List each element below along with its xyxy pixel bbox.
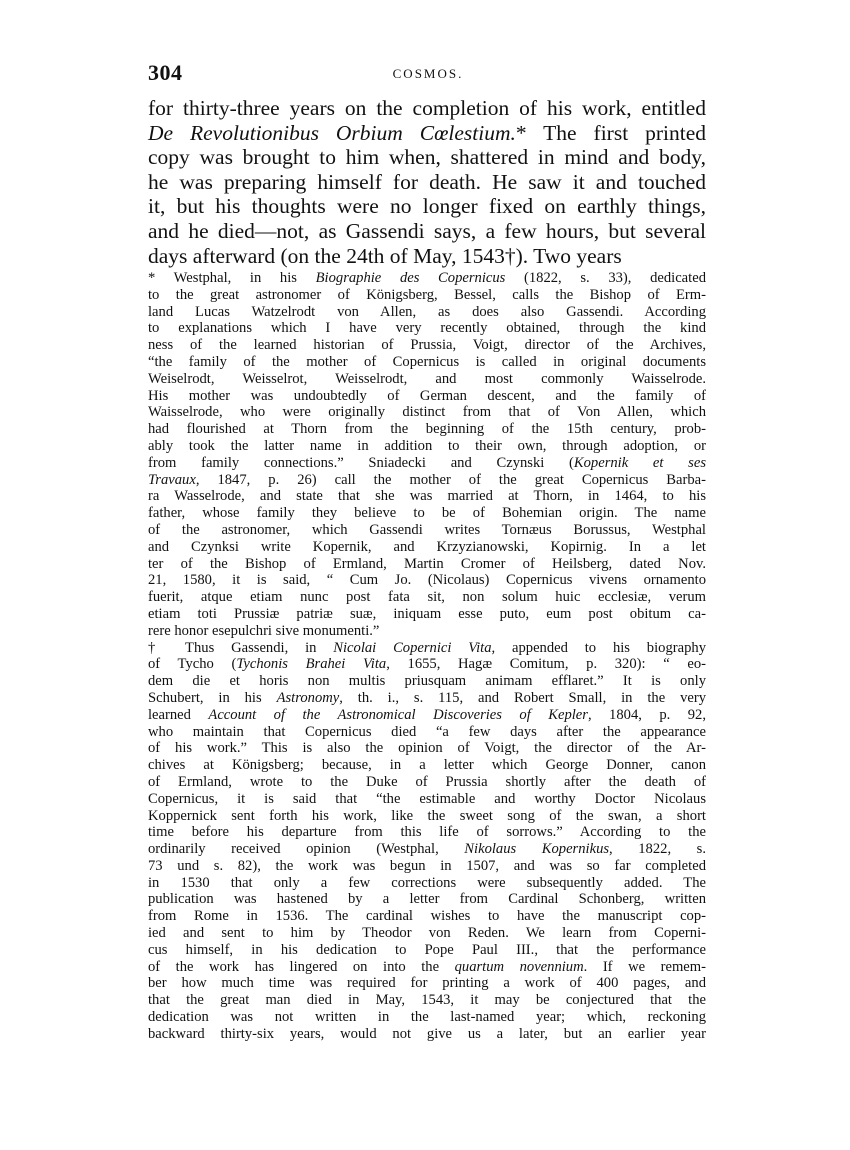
footnote-line: Schubert, in his Astronomy, th. i., s. 115, and Robert Small, in the very xyxy=(148,689,706,706)
footnote-line: Travaux, 1847, p. 26) call the mother of the great Copernicus Barba- xyxy=(148,471,706,488)
main-text xyxy=(148,96,706,268)
footnote-line: father, whose family they believe to be of Bohemian origin. The name xyxy=(148,505,706,522)
footnote-line: † Thus Gassendi, in Nicolai Copernici Vita, appended to his biography xyxy=(148,639,706,656)
main-text-line: De Revolutionibus Orbium Cœlestium.* The first printed xyxy=(148,120,706,145)
footnote-line: ra Wasselrode, and state that she was married at Thorn, in 1464, to his xyxy=(148,488,706,505)
footnote-line: of the astronomer, which Gassendi writes Tornæus Borussus, Westphal xyxy=(148,521,706,538)
page-number: 304 xyxy=(148,60,183,85)
footnote-line: had flourished at Thorn from the beginning of the 15th century, prob- xyxy=(148,421,706,438)
footnote-line: of Tycho (Tychonis Brahei Vita, 1655, Hagæ Comitum, p. 320): “ eo- xyxy=(148,656,706,673)
footnote-line: to the great astronomer of Königsberg, Bessel, calls the Bishop of Erm- xyxy=(148,286,706,303)
main-text-line: and he died—not, as Gassendi says, a few hours, but several xyxy=(148,218,706,243)
footnote-line: that the great man died in May, 1543, it may be conjectured that the xyxy=(148,992,706,1009)
running-head: COSMOS. xyxy=(392,66,464,81)
footnote-line: “the family of the mother of Copernicus is called in original documents xyxy=(148,353,706,370)
main-text-line: it, but his thoughts were no longer fixed on earthly things, xyxy=(148,194,706,219)
footnote-line: of Ermland, wrote to the Duke of Prussia shortly after the death of xyxy=(148,773,706,790)
main-text-line: he was preparing himself for death. He saw it and touched xyxy=(148,169,706,194)
footnote-line: from family connections.” Sniadecki and Czynski (Kopernik et ses xyxy=(148,454,706,471)
footnote-line: in 1530 that only a few corrections were subsequently added. The xyxy=(148,874,706,891)
footnote-line: from Rome in 1536. The cardinal wishes to have the manuscript cop- xyxy=(148,908,706,925)
footnote-line: chives at Königsberg; because, in a letter which George Donner, canon xyxy=(148,757,706,774)
footnote-line: ter of the Bishop of Ermland, Martin Cromer of Heilsberg, dated Nov. xyxy=(148,555,706,572)
footnote-line: land Lucas Watzelrodt von Allen, as does also Gassendi. According xyxy=(148,303,706,320)
footnote-line: ied and sent to him by Theodor von Reden. We learn from Coperni- xyxy=(148,925,706,942)
footnote-line: Copernicus, it is said that “the estimable and worthy Doctor Nicolaus xyxy=(148,790,706,807)
footnote-line: publication was hastened by a letter from Cardinal Schonberg, written xyxy=(148,891,706,908)
footnote-line: Koppernick sent forth his work, like the sweet song of the swan, a short xyxy=(148,807,706,824)
footnote-line: backward thirty-six years, would not give us a later, but an earlier year xyxy=(148,1025,706,1042)
footnote-line: 73 und s. 82), the work was begun in 1507, and was so far completed xyxy=(148,857,706,874)
footnote-line: dem die et horis non multis priusquam animam efflaret.” It is only xyxy=(148,673,706,690)
footnote-line: dedication was not written in the last-named year; which, reckoning xyxy=(148,1009,706,1026)
footnote-line: rere honor esepulchri sive monumenti.” xyxy=(148,622,380,639)
main-text-line: days afterward (on the 24th of May, 1543†). Two years xyxy=(148,243,622,268)
footnote-line: ordinarily received opinion (Westphal, Nikolaus Kopernikus, 1822, s. xyxy=(148,841,706,858)
footnote-line: ness of the learned historian of Prussia, Voigt, director of the Archives, xyxy=(148,337,706,354)
footnote-line: of the work has lingered on into the quartum novennium. If we remem- xyxy=(148,958,706,975)
footnote-star xyxy=(148,270,706,640)
footnote-dagger xyxy=(148,640,706,1043)
footnote-line: learned Account of the Astronomical Discoveries of Kepler, 1804, p. 92, xyxy=(148,706,706,723)
footnote-line: ber how much time was required for printing a work of 400 pages, and xyxy=(148,975,706,992)
footnote-line: * Westphal, in his Biographie des Copernicus (1822, s. 33), dedicated xyxy=(148,270,706,286)
footnote-line: to explanations which I have very recently obtained, through the kind xyxy=(148,320,706,337)
footnote-line: His mother was undoubtedly of German descent, and the family of xyxy=(148,387,706,404)
footnotes xyxy=(148,270,706,1043)
footnote-line: of his work.” This is also the opinion of Voigt, the director of the Ar- xyxy=(148,740,706,757)
footnote-line: time before his departure from this life of sorrows.” According to the xyxy=(148,824,706,841)
footnote-line: 21, 1580, it is said, “ Cum Jo. (Nicolaus) Copernicus vivens ornamento xyxy=(148,572,706,589)
footnote-line: cus himself, in his dedication to Pope Paul III., that the performance xyxy=(148,941,706,958)
footnote-line: and Czynksi write Kopernik, and Krzyzianowski, Kopirnig. In a let xyxy=(148,538,706,555)
footnote-line: etiam toti Prussiæ patriæ suæ, iniquam esse puto, eum post obitum ca- xyxy=(148,605,706,622)
footnote-line: Weiselrodt, Weisselrot, Weisselrodt, and most commonly Waisselrode. xyxy=(148,370,706,387)
footnote-line: ably took the latter name in addition to their own, through adoption, or xyxy=(148,437,706,454)
footnote-line: Waisselrode, who were originally distinct from that of Von Allen, which xyxy=(148,404,706,421)
main-text-line: for thirty-three years on the completion of his work, entitled xyxy=(148,96,706,120)
footnote-line: who maintain that Copernicus died “a few days after the appearance xyxy=(148,723,706,740)
footnote-line: fuerit, atque etiam nunc post fata sit, non solum huic ecclesiæ, verum xyxy=(148,589,706,606)
main-text-line: copy was brought to him when, shattered in mind and body, xyxy=(148,145,706,170)
page-header xyxy=(148,60,708,90)
